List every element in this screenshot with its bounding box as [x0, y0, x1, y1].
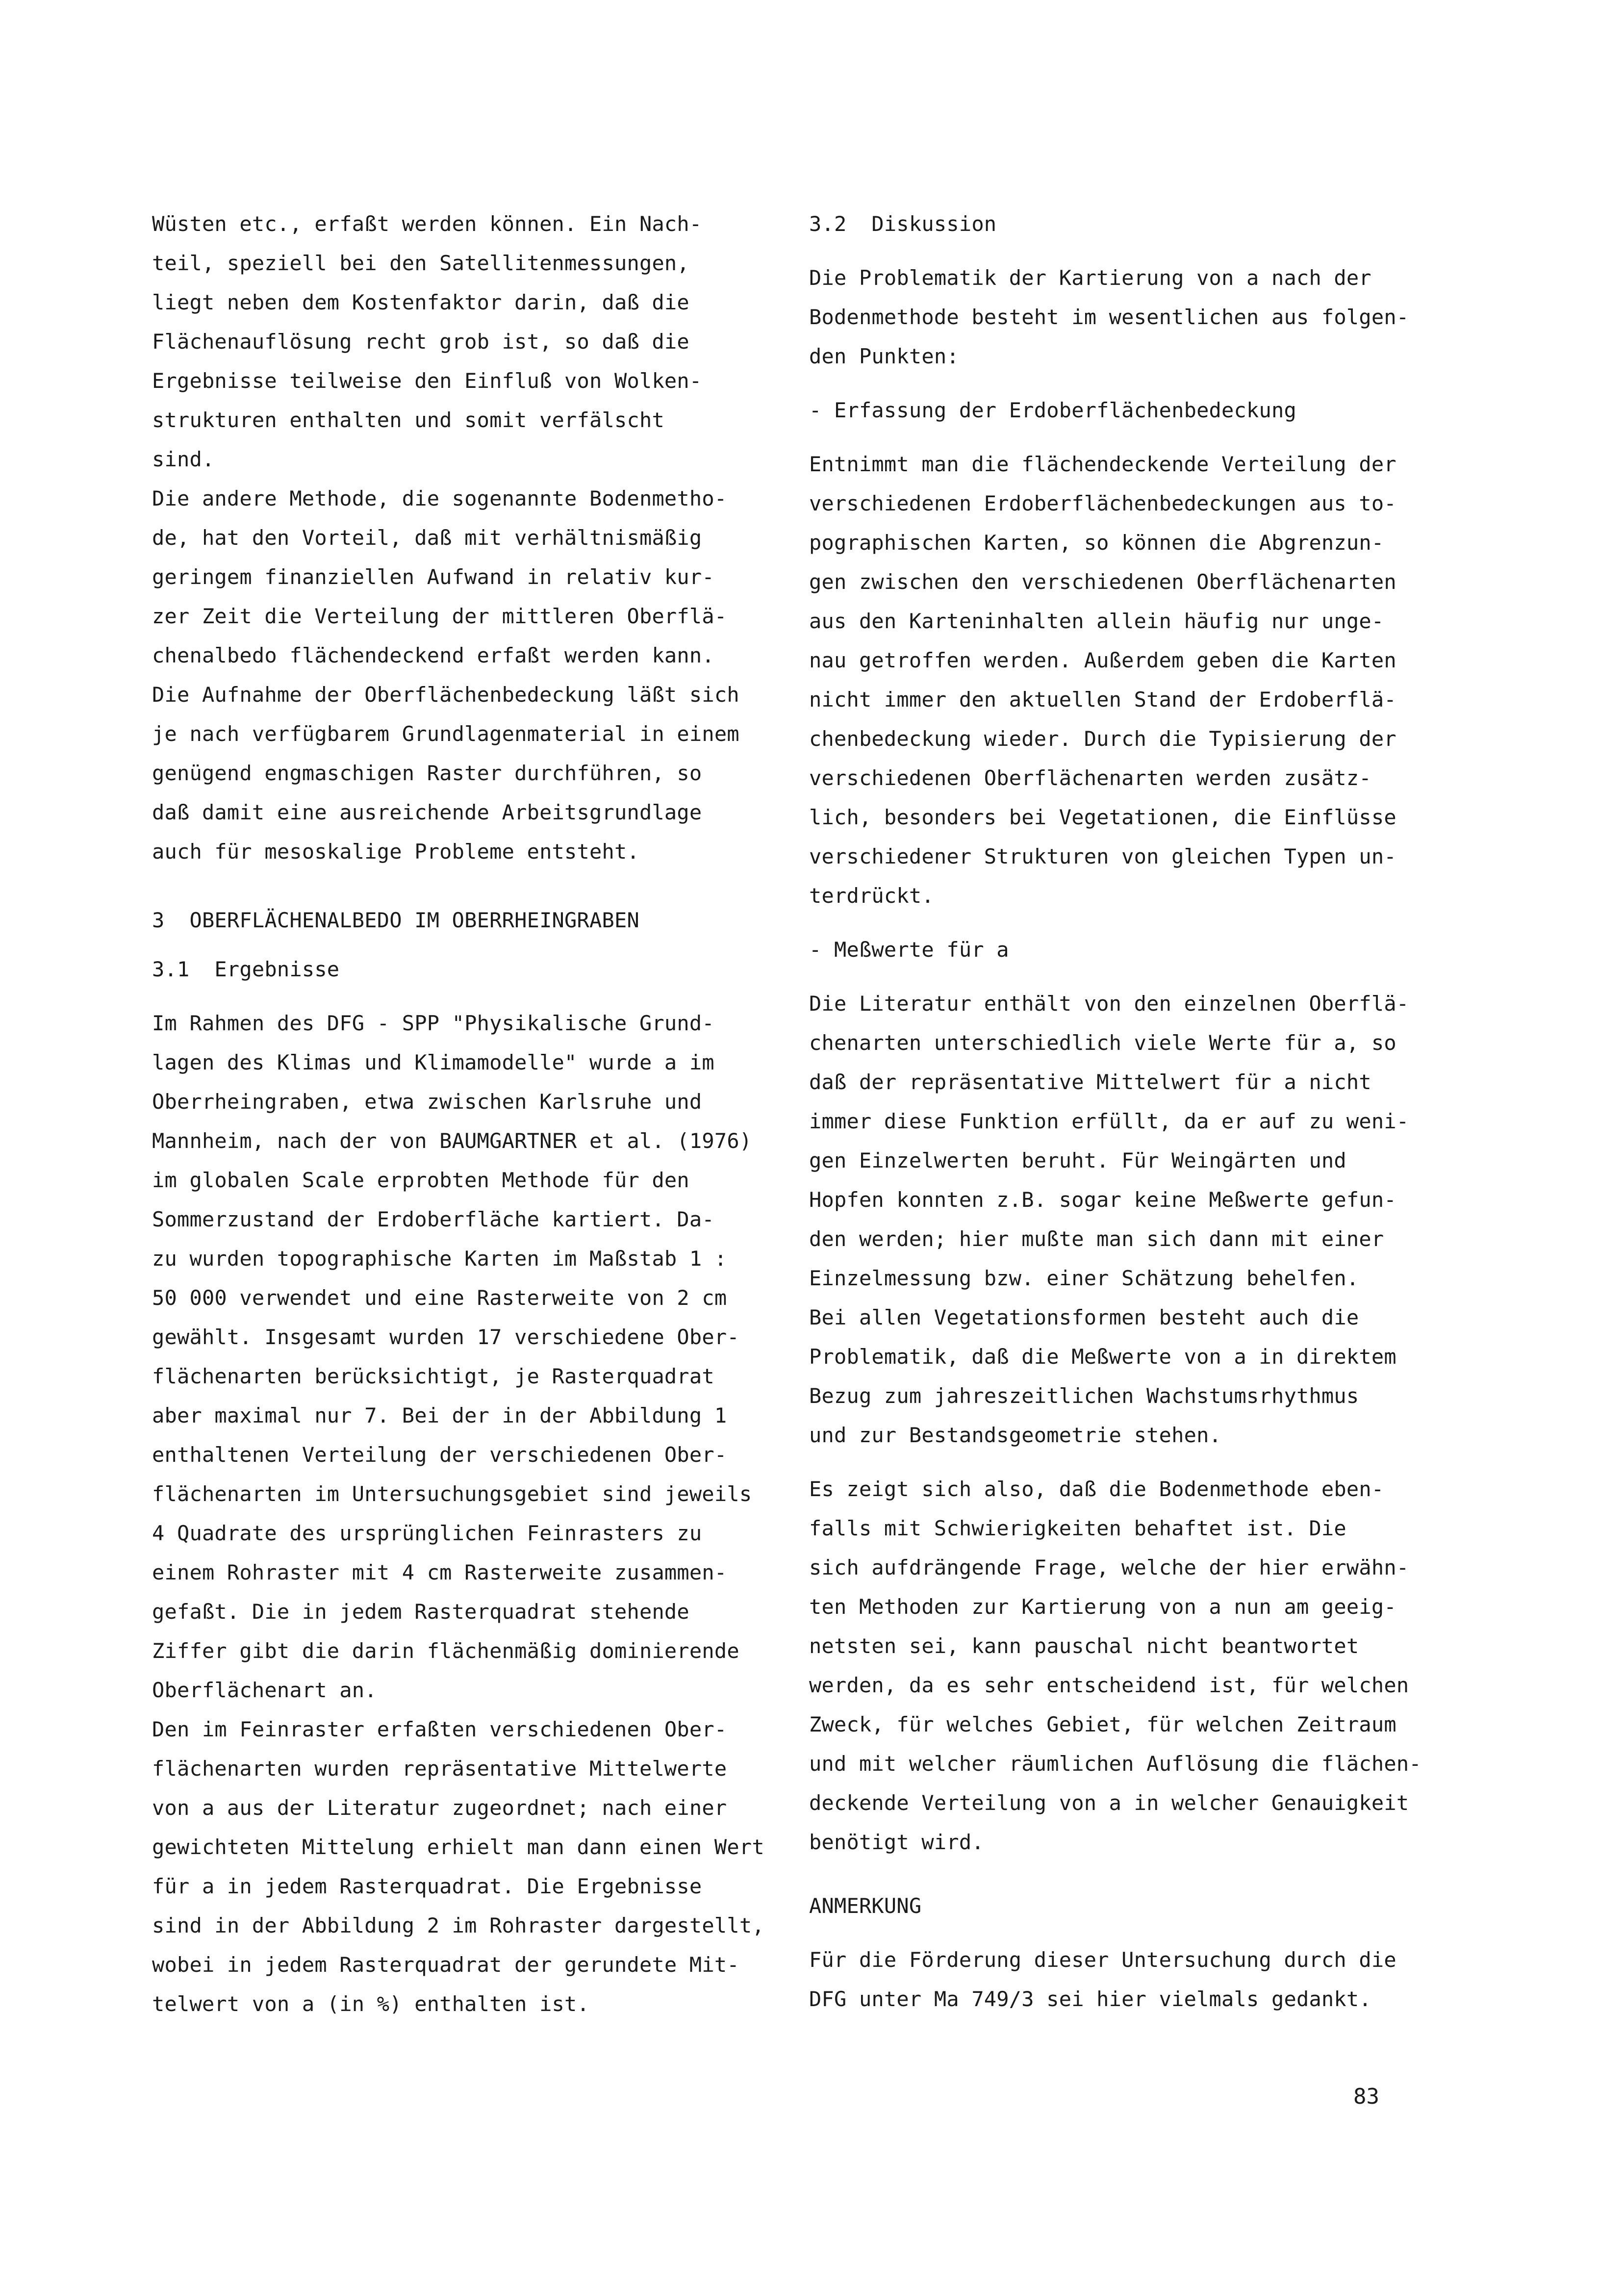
list-item-heading: - Meßwerte für a — [809, 938, 1009, 962]
text-line: je nach verfügbarem Grundlagenmaterial in einem — [152, 722, 739, 746]
text-line: Mannheim, nach der von BAUMGARTNER et al. (1976) — [152, 1129, 752, 1153]
text-line: Oberflächenart an. — [152, 1678, 377, 1702]
text-line: 4 Quadrate des ursprünglichen Feinrasters zu — [152, 1521, 702, 1545]
text-line: nicht immer den aktuellen Stand der Erdoberflä- — [809, 688, 1396, 712]
text-line: benötigt wird. — [809, 1830, 984, 1854]
text-line: Den im Feinraster erfaßten verschiedenen Ober- — [152, 1717, 727, 1741]
text-line: und zur Bestandsgeometrie stehen. — [809, 1423, 1222, 1447]
text-line: Es zeigt sich also, daß die Bodenmethode eben- — [809, 1477, 1384, 1501]
text-line: verschiedenen Oberflächenarten werden zusätz- — [809, 766, 1371, 790]
text-line: verschiedenen Erdoberflächenbedeckungen aus to- — [809, 491, 1396, 515]
text-line: und mit welcher räumlichen Auflösung die flächen- — [809, 1752, 1421, 1776]
text-line: Flächenauflösung recht grob ist, so daß die — [152, 330, 689, 354]
text-line: verschiedener Strukturen von gleichen Typen un- — [809, 844, 1396, 868]
subsection-heading: 3.2 Diskussion — [809, 212, 997, 236]
text-line: telwert von a (in %) enthalten ist. — [152, 1992, 590, 2016]
text-line: Oberrheingraben, etwa zwischen Karlsruhe und — [152, 1090, 702, 1114]
text-line: flächenarten berücksichtigt, je Rasterquadrat — [152, 1364, 714, 1388]
text-line: gen Einzelwerten beruht. Für Weingärten und — [809, 1148, 1346, 1172]
text-line: Wüsten etc., erfaßt werden können. Ein Nach- — [152, 212, 702, 236]
text-line: lagen des Klimas und Klimamodelle" wurde a im — [152, 1050, 714, 1074]
text-line: Sommerzustand der Erdoberfläche kartiert. Da- — [152, 1207, 714, 1231]
text-line: netsten sei, kann pauschal nicht beantwortet — [809, 1634, 1359, 1658]
text-line: teil, speziell bei den Satellitenmessungen, — [152, 251, 689, 275]
text-line: flächenarten im Untersuchungsgebiet sind jeweils — [152, 1482, 752, 1506]
text-line: strukturen enthalten und somit verfälscht — [152, 408, 664, 432]
text-line: auch für mesoskalige Probleme entsteht. — [152, 840, 639, 864]
text-line: enthaltenen Verteilung der verschiedenen Ober- — [152, 1443, 727, 1467]
text-line: aus den Karteninhalten allein häufig nur unge- — [809, 609, 1384, 633]
text-line: Einzelmessung bzw. einer Schätzung behelfen. — [809, 1266, 1359, 1290]
text-line: aber maximal nur 7. Bei der in der Abbildung 1 — [152, 1403, 727, 1427]
text-line: lich, besonders bei Vegetationen, die Einflüsse — [809, 805, 1396, 829]
text-line: gewählt. Insgesamt wurden 17 verschiedene Ober- — [152, 1325, 739, 1349]
text-line: Für die Förderung dieser Untersuchung durch die — [809, 1948, 1396, 1972]
section-heading: 3 OBERFLÄCHENALBEDO IM OBERRHEINGRABEN — [152, 908, 639, 932]
text-line: den werden; hier mußte man sich dann mit einer — [809, 1227, 1384, 1251]
text-line: Bodenmethode besteht im wesentlichen aus folgen- — [809, 305, 1409, 329]
text-line: chenalbedo flächendeckend erfaßt werden kann. — [152, 643, 714, 667]
text-line: Im Rahmen des DFG - SPP "Physikalische Grund- — [152, 1011, 714, 1035]
text-line: flächenarten wurden repräsentative Mittelwerte — [152, 1757, 727, 1781]
text-line: terdrückt. — [809, 884, 934, 908]
text-line: chenarten unterschiedlich viele Werte für a, so — [809, 1031, 1396, 1055]
text-line: Bei allen Vegetationsformen besteht auch die — [809, 1305, 1359, 1329]
text-line: DFG unter Ma 749/3 sei hier vielmals gedankt. — [809, 1987, 1371, 2011]
text-line: liegt neben dem Kostenfaktor darin, daß die — [152, 290, 689, 314]
text-line: einem Rohraster mit 4 cm Rasterweite zusammen- — [152, 1560, 727, 1584]
text-line: Hopfen konnten z.B. sogar keine Meßwerte gefun- — [809, 1188, 1396, 1212]
text-line: von a aus der Literatur zugeordnet; nach einer — [152, 1796, 727, 1820]
list-item-heading: - Erfassung der Erdoberflächenbedeckung — [809, 398, 1296, 422]
text-line: Bezug zum jahreszeitlichen Wachstumsrhythmus — [809, 1384, 1359, 1408]
text-line: daß damit eine ausreichende Arbeitsgrundlage — [152, 800, 702, 824]
text-line: gefaßt. Die in jedem Rasterquadrat stehende — [152, 1600, 689, 1624]
text-line: sind. — [152, 447, 215, 471]
text-line: deckende Verteilung von a in welcher Genauigkeit — [809, 1791, 1409, 1815]
text-line: sich aufdrängende Frage, welche der hier erwähn- — [809, 1555, 1409, 1580]
text-line: den Punkten: — [809, 344, 959, 368]
text-line: Ergebnisse teilweise den Einfluß von Wolken- — [152, 369, 702, 393]
text-line: genügend engmaschigen Raster durchführen, so — [152, 761, 702, 785]
text-line: werden, da es sehr entscheidend ist, für welchen — [809, 1673, 1409, 1697]
text-line: gen zwischen den verschiedenen Oberflächenarten — [809, 570, 1396, 594]
text-line: daß der repräsentative Mittelwert für a nicht — [809, 1070, 1371, 1094]
text-line: Die Aufnahme der Oberflächenbedeckung läßt sich — [152, 683, 739, 707]
text-line: Die Problematik der Kartierung von a nach der — [809, 266, 1371, 290]
text-line: Zweck, für welches Gebiet, für welchen Zeitraum — [809, 1712, 1396, 1736]
text-line: ten Methoden zur Kartierung von a nun am geeig- — [809, 1595, 1396, 1619]
text-line: Ziffer gibt die darin flächenmäßig dominierende — [152, 1639, 739, 1663]
text-line: im globalen Scale erprobten Methode für den — [152, 1168, 689, 1192]
page-number: 83 — [1353, 2084, 1379, 2109]
text-line: chenbedeckung wieder. Durch die Typisierung der — [809, 727, 1396, 751]
text-line: für a in jedem Rasterquadrat. Die Ergebnisse — [152, 1874, 702, 1898]
text-line: wobei in jedem Rasterquadrat der gerundete Mit- — [152, 1953, 739, 1977]
text-line: sind in der Abbildung 2 im Rohraster dargestellt, — [152, 1913, 764, 1937]
text-line: geringem finanziellen Aufwand in relativ kur- — [152, 565, 714, 589]
text-line: zu wurden topographische Karten im Maßstab 1 : — [152, 1247, 727, 1271]
text-line: 50 000 verwendet und eine Rasterweite von 2 cm — [152, 1286, 727, 1310]
text-line: gewichteten Mittelung erhielt man dann einen Wert — [152, 1835, 764, 1859]
text-line: falls mit Schwierigkeiten behaftet ist. Die — [809, 1516, 1346, 1540]
section-heading: ANMERKUNG — [809, 1894, 922, 1918]
text-line: zer Zeit die Verteilung der mittleren Oberflä- — [152, 604, 727, 628]
text-line: de, hat den Vorteil, daß mit verhältnismäßig — [152, 526, 702, 550]
text-line: pographischen Karten, so können die Abgrenzun- — [809, 531, 1384, 555]
text-line: Die Literatur enthält von den einzelnen Oberflä- — [809, 992, 1409, 1016]
subsection-heading: 3.1 Ergebnisse — [152, 957, 340, 981]
text-line: immer diese Funktion erfüllt, da er auf zu weni- — [809, 1109, 1409, 1133]
text-line: Problematik, daß die Meßwerte von a in direktem — [809, 1345, 1396, 1369]
text-line: nau getroffen werden. Außerdem geben die Karten — [809, 648, 1396, 672]
text-line: Die andere Methode, die sogenannte Bodenmetho- — [152, 486, 727, 510]
text-line: Entnimmt man die flächendeckende Verteilung der — [809, 452, 1396, 476]
